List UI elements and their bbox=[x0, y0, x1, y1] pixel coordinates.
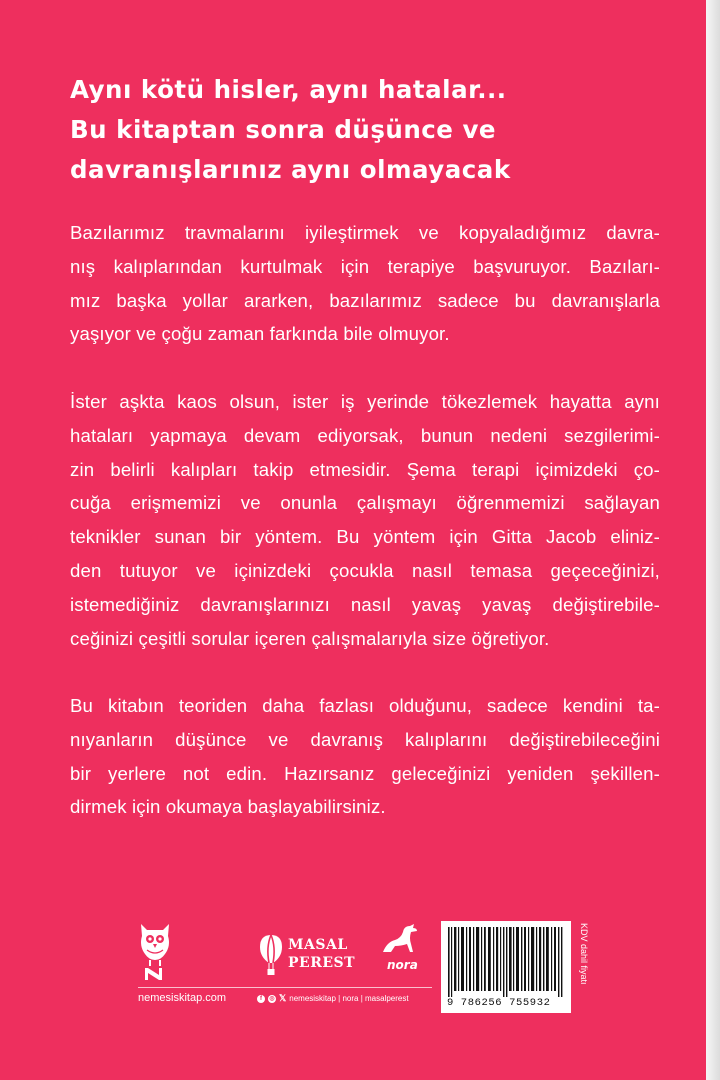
headline-line: Aynı kötü hisler, aynı hatalar... bbox=[70, 75, 507, 104]
barcode bbox=[441, 921, 571, 1013]
paragraph-line: bir yerlere not edin. Hazırsanız geleceğinizi yeniden şekillen- bbox=[70, 762, 660, 784]
paragraph-line: teknikler sunan bir yöntem. Bu yöntem için Gitta Jacob eliniz- bbox=[70, 526, 660, 548]
paragraph-line: Bu kitabın teoriden daha fazlası olduğunu, sadece kendini ta- bbox=[70, 695, 660, 716]
price-note bbox=[580, 923, 590, 1013]
instagram-icon: ◎ bbox=[269, 995, 275, 1002]
masalperest-logo bbox=[258, 933, 356, 981]
paragraph-line: zin belirli kalıpları takip etmesidir. Şema terapi içimizdeki ço- bbox=[70, 458, 660, 480]
paragraph-2 bbox=[70, 385, 660, 655]
paragraph-line: istemediğiniz davranışlarınızı nasıl yavaş yavaş değiştirebile- bbox=[70, 593, 660, 615]
social-links bbox=[257, 993, 409, 1004]
paragraph-line: ceğinizi çeşitli sorular içeren çalışmalarıyla size öğretiyor. bbox=[70, 627, 550, 649]
greyhound-dog-icon bbox=[377, 922, 433, 958]
headline-line: davranışlarınız aynı olmayacak bbox=[70, 155, 511, 184]
facebook-icon: f bbox=[257, 995, 265, 1003]
masal-logo-text: MASAL bbox=[288, 937, 348, 953]
nora-logo-text: nora bbox=[387, 958, 418, 972]
isbn-number: 9 786256 755932 bbox=[447, 997, 551, 1009]
paragraph-line: Bazılarımız travmalarını iyileştirmek ve kopyaladığımız davra- bbox=[70, 222, 660, 243]
perest-logo-text: PEREST bbox=[288, 955, 356, 971]
social-handles: nemesiskitap | nora | masalperest bbox=[289, 994, 409, 1003]
paragraph-line: mız başka yollar ararken, bazılarımız sadece bu davranışlarla bbox=[70, 289, 660, 311]
footer-divider bbox=[138, 987, 432, 988]
x-icon: 𝕏 bbox=[279, 993, 287, 1003]
paragraph-line: nış kalıplarından kurtulmak için terapiye başvuruyor. Bazıları- bbox=[70, 255, 660, 277]
paragraph-line: dirmek için okumaya başlayabilirsiniz. bbox=[70, 796, 386, 818]
paragraph-3 bbox=[70, 689, 660, 824]
website-link[interactable]: nemesiskitap.com bbox=[138, 992, 227, 1004]
page-edge bbox=[706, 0, 720, 1080]
paragraph-line: yaşıyor ve çoğu zaman farkında bile olmuyor. bbox=[70, 323, 450, 345]
owl-logo-icon bbox=[135, 920, 175, 982]
headline bbox=[70, 70, 511, 190]
paragraph-line: cuğa erişmemizi ve onunla çalışmayı öğrenmemizi sağlayan bbox=[70, 492, 660, 514]
kdv-text: KDV dahil fiyatı bbox=[579, 923, 589, 985]
paragraph-line: nıyanların düşünce ve davranış kalıplarını değiştirebileceğini bbox=[70, 728, 660, 750]
paragraph-line: hataları yapmaya devam ediyorsak, bunun nedeni sezgilerimi- bbox=[70, 424, 660, 446]
headline-line: Bu kitaptan sonra düşünce ve bbox=[70, 115, 497, 144]
hot-air-balloon-icon bbox=[258, 933, 284, 979]
paragraph-line: İster aşkta kaos olsun, ister iş yerinde tökezlemek hayatta aynı bbox=[70, 391, 660, 412]
barcode-bars bbox=[448, 927, 564, 997]
paragraph-1 bbox=[70, 216, 660, 351]
nora-logo bbox=[377, 922, 433, 978]
paragraph-line: den tutuyor ve içinizdeki çocukla nasıl temasa geçeceğinizi, bbox=[70, 559, 660, 581]
